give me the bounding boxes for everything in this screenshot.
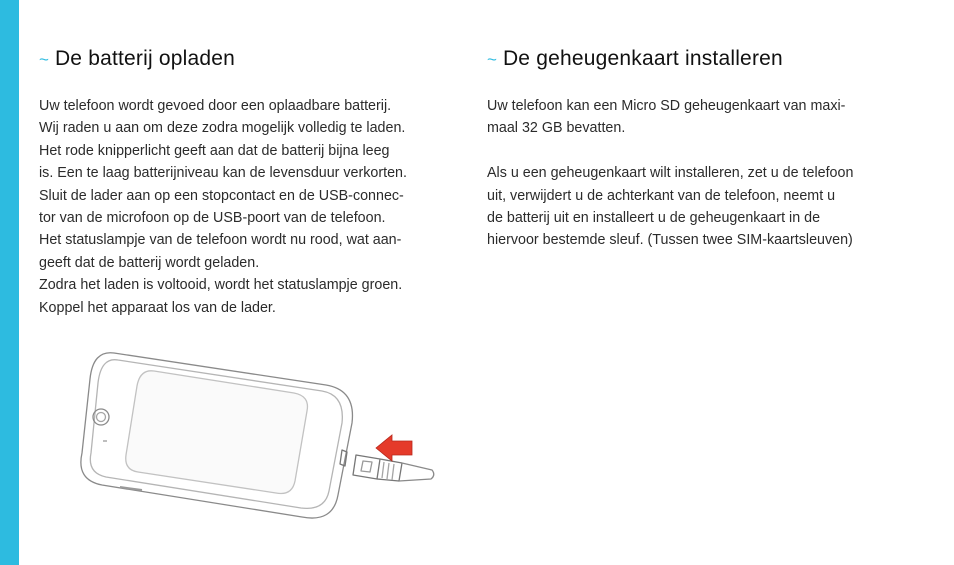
usb-plug [353,455,380,479]
heading-marker: ~ [39,50,49,69]
phone-screen [126,371,308,494]
memory-card-heading [487,47,907,77]
text-line: Als u een geheugenkaart wilt installeren, zet u de telefoon [487,165,854,182]
text-line: Zodra het laden is voltooid, wordt het statuslampje groen. [39,277,403,294]
text-line: uit, verwijdert u de achterkant van de telefoon, neemt u [487,187,836,204]
memory-card-body [487,95,907,252]
usb-cable [399,463,434,481]
text-line: Uw telefoon kan een Micro SD geheugenkaart van maxi- [487,98,846,114]
heading-marker: ~ [487,50,497,69]
text-line: is. Een te laag batterijniveau kan de levensduur verkorten. [39,165,407,182]
text-line: maal 32 GB bevatten. [487,120,626,137]
charging-body [39,95,459,319]
paragraph-gap [487,140,907,162]
charging-heading-text: De batterij opladen [54,47,236,70]
charging-heading [39,47,459,77]
text-line: Koppel het apparaat los van de lader. [39,299,276,316]
text-line: Het rode knipperlicht geeft aan dat de batterij bijna leeg [39,142,390,159]
text-line: Uw telefoon wordt gevoed door een oplaadbare batterij. [39,98,392,114]
text-line: tor van de microfoon op de USB-poort van de telefoon. [39,210,386,227]
text-line: hiervoor bestemde sleuf. (Tussen twee SIM-kaartsleuven) [487,232,853,249]
text-line: geeft dat de batterij wordt geladen. [39,254,260,271]
charging-section [39,47,459,319]
memory-card-section [487,47,907,252]
camera-icon [93,409,109,425]
text-line: Sluit de lader aan op een stopcontact en de USB-connec- [39,187,404,204]
arrow-icon [376,435,412,461]
text-line: Wij raden u aan om deze zodra mogelijk volledig te laden. [39,120,406,137]
memory-card-heading-text: De geheugenkaart installeren [502,47,783,70]
phone-charging-illustration [80,345,440,520]
text-line: Het statuslampje van de telefoon wordt nu rood, wat aan- [39,232,402,249]
text-line: de batterij uit en installeert u de geheugenkaart in de [487,210,821,227]
accent-side-bar [0,0,19,565]
